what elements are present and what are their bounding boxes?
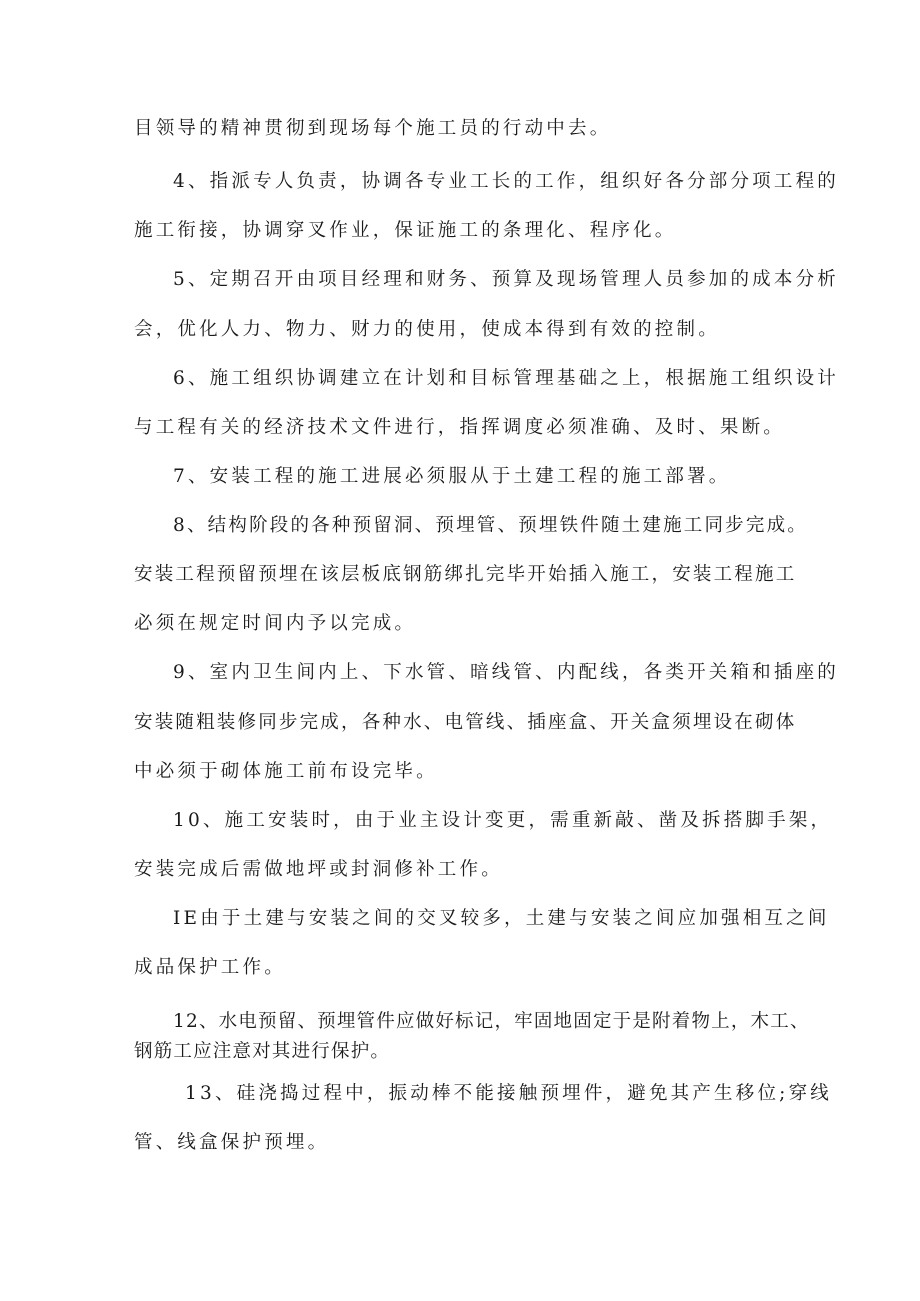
text-line-2: 4、指派专人负责，协调各专业工长的工作，组织好各分部分项工程的	[173, 171, 839, 192]
text-line-22: 管、线盒保护预埋。	[134, 1132, 330, 1153]
text-line-8: 7、安装工程的施工进展必须服从于土建工程的施工部署。	[173, 466, 731, 487]
text-line-14: 中必须于砌体施工前布设完毕。	[134, 761, 438, 782]
text-line-12: 9、室内卫生间内上、下水管、暗线管、内配线，各类开关箱和插座的	[173, 662, 839, 683]
text-line-17: IE由于土建与安装之间的交叉较多，土建与安装之间应加强相互之间	[173, 908, 830, 929]
text-line-3: 施工衔接，协调穿叉作业，保证施工的条理化、程序化。	[134, 220, 677, 241]
text-line-19: 12、水电预留、预埋管件应做好标记，牢固地固定于是附着物上，木工、	[173, 1011, 810, 1032]
text-line-9: 8、结构阶段的各种预留洞、预埋管、预埋铁件随土建施工同步完成。	[173, 515, 808, 536]
text-line-18: 成品保护工作。	[134, 957, 286, 978]
text-line-7: 与工程有关的经济技术文件进行，指挥调度必须准确、及时、果断。	[134, 417, 786, 438]
text-line-6: 6、施工组织协调建立在计划和目标管理基础之上，根据施工组织设计	[173, 368, 839, 389]
text-line-5: 会，优化人力、物力、财力的使用，使成本得到有效的控制。	[134, 319, 720, 340]
text-line-20: 钢筋工应注意对其进行保护。	[134, 1041, 391, 1062]
text-line-13: 安装随粗装修同步完成，各种水、电管线、插座盒、开关盒须埋设在砌体	[134, 712, 797, 733]
text-line-16: 安装完成后需做地坪或封洞修补工作。	[134, 859, 503, 880]
text-line-15: 10、施工安装时，由于业主设计变更，需重新敲、凿及拆搭脚手架，	[173, 810, 833, 831]
text-line-10: 安装工程预留预埋在该层板底钢筋绑扎完毕开始插入施工，安装工程施工	[134, 564, 797, 585]
text-line-11: 必须在规定时间内予以完成。	[134, 613, 417, 634]
text-line-1: 目领导的精神贯彻到现场每个施工员的行动中去。	[134, 118, 612, 139]
text-line-21: 13、硅浇捣过程中，振动棒不能接触预埋件，避免其产生移位;穿线	[185, 1083, 832, 1104]
text-line-4: 5、定期召开由项目经理和财务、预算及现场管理人员参加的成本分析	[173, 269, 839, 290]
